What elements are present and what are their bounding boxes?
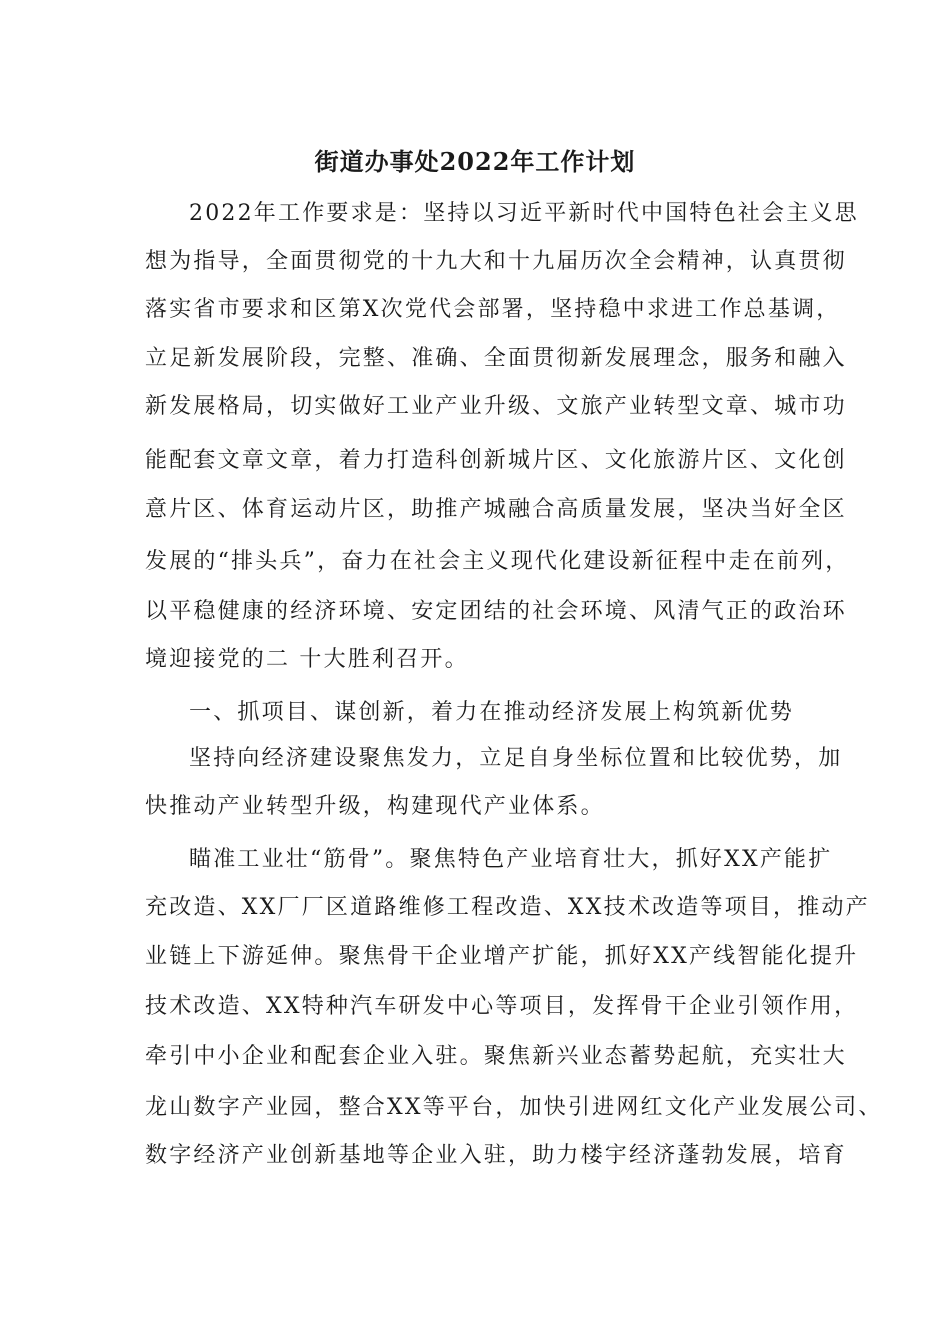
paragraph-line: 立足新发展阶段，完整、准确、全面贯彻新发展理念，服务和融入: [145, 346, 847, 371]
paragraph-line: 以平稳健康的经济环境、安定团结的社会环境、风清气正的政治环: [145, 599, 847, 624]
paragraph-line: 新发展格局，切实做好工业产业升级、文旅产业转型文章、城市功: [145, 394, 847, 419]
paragraph-line: 2022年工作要求是：坚持以习近平新时代中国特色社会主义思: [189, 201, 859, 226]
section-heading: 一、抓项目、谋创新，着力在推动经济发展上构筑新优势: [189, 700, 795, 725]
paragraph-line: 数字经济产业创新基地等企业入驻，助力楼宇经济蓬勃发展，培育: [145, 1143, 847, 1168]
document-title: 街道办事处2022年工作计划: [314, 147, 636, 176]
paragraph-line: 落实省市要求和区第X次党代会部署，坚持稳中求进工作总基调，: [145, 297, 841, 322]
paragraph-line: 快推动产业转型升级，构建现代产业体系。: [145, 794, 605, 819]
paragraph-line: 业链上下游延伸。聚焦骨干企业增产扩能，抓好XX产线智能化提升: [145, 944, 859, 969]
paragraph-line: 技术改造、XX特种汽车研发中心等项目，发挥骨干企业引领作用，: [145, 994, 859, 1019]
paragraph-line: 牵引中小企业和配套企业入驻。聚焦新兴业态蓄势起航，充实壮大: [145, 1044, 847, 1069]
paragraph-line: 想为指导，全面贯彻党的十九大和十九届历次全会精神，认真贯彻: [145, 249, 847, 274]
paragraph-line: 瞄准工业壮“筋骨”。聚焦特色产业培育壮大，抓好XX产能扩: [189, 847, 833, 872]
paragraph-line: 充改造、XX厂厂区道路维修工程改造、XX技术改造等项目，推动产: [145, 895, 870, 920]
paragraph-line: 境迎接党的二 十大胜利召开。: [145, 647, 469, 672]
paragraph-line: 坚持向经济建设聚焦发力，立足自身坐标位置和比较优势，加: [189, 746, 843, 771]
paragraph-line: 能配套文章文章，着力打造科创新城片区、文化旅游片区、文化创: [145, 448, 847, 473]
paragraph-line: 发展的“排头兵”，奋力在社会主义现代化建设新征程中走在前列，: [145, 549, 850, 574]
paragraph-line: 意片区、体育运动片区，助推产城融合高质量发展，坚决当好全区: [145, 497, 847, 522]
paragraph-line: 龙山数字产业园，整合XX等平台，加快引进网红文化产业发展公司、: [145, 1095, 883, 1120]
